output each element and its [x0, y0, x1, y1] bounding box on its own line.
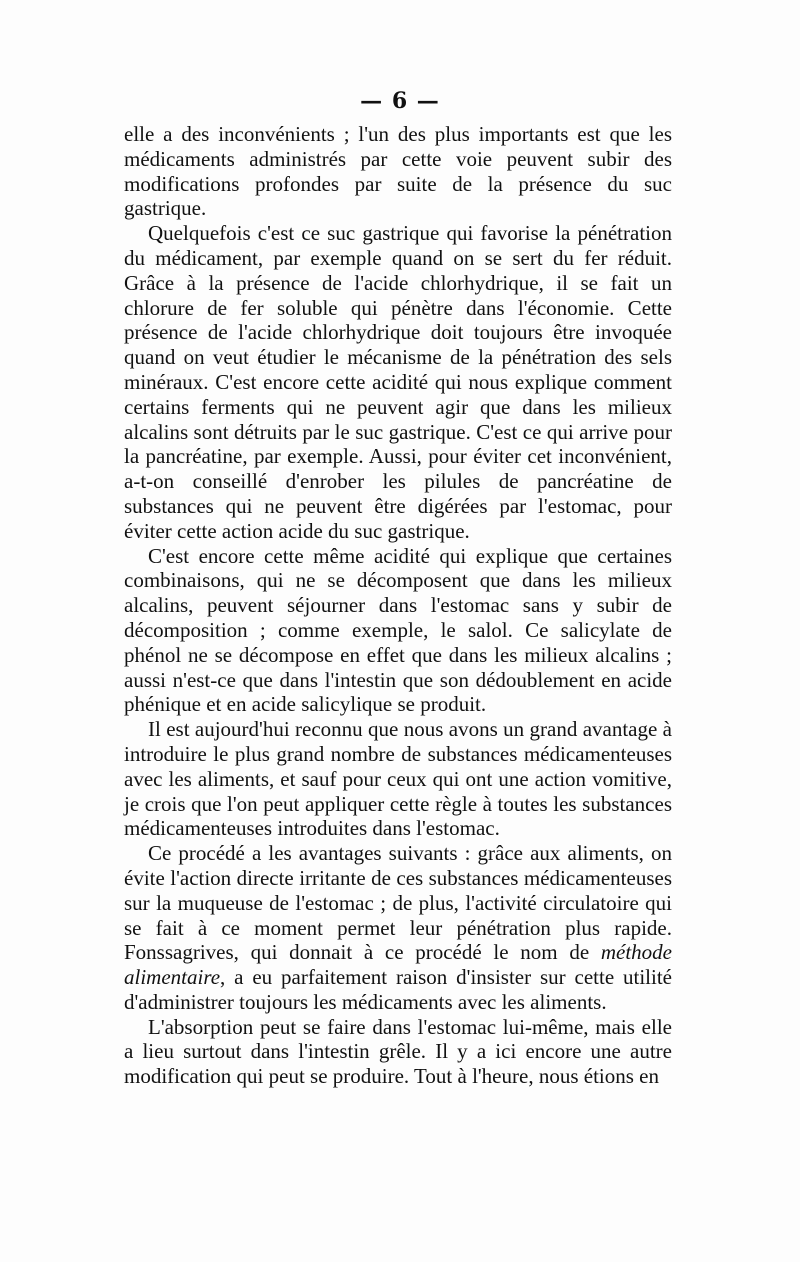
page-number: — 6 —: [360, 88, 440, 114]
body-text: [124, 122, 672, 1089]
paragraph-5-after: , a eu parfaitement raison d'insister sur cette utilité d'administrer toujours les médicaments avec les aliments.: [124, 965, 672, 1014]
paragraph-2: Quelquefois c'est ce suc gastrique qui favorise la pénétration du médicament, par exemple quand on se sert du fer réduit. Grâce à la présence de l'acide chlorhydrique, il se fait un chlorure de fer soluble qui pénètre dans l'économie. Cette présence de l'acide chlorhydrique doit toujours être invoquée quand on veut étudier le mécanisme de la pénétration des sels minéraux. C'est encore cette acidité qui nous explique comment certains ferments qui ne peuvent agir que dans les milieux alcalins sont détruits par le suc gastrique. C'est ce qui arrive pour la pancréatine, par exemple. Aussi, pour éviter cet inconvénient, a-t-on conseillé d'enrober les pilules de pancréatine de substances qui ne peuvent être digérées par l'estomac, pour éviter cette action acide du suc gastrique.: [124, 221, 672, 543]
paragraph-6: L'absorption peut se faire dans l'estomac lui-même, mais elle a lieu surtout dans l'intestin grêle. Il y a ici encore une autre modification qui peut se produire. Tout à l'heure, nous étions en: [124, 1014, 672, 1089]
paragraph-5-before: Ce procédé a les avantages suivants : grâce aux aliments, on évite l'action directe irritante de ces substances médicamenteuses sur la muqueuse de l'estomac ; de plus, l'activité circulatoire qui se fait à ce moment permet leur pénétration plus rapide. Fonssagrives, qui donnait à ce procédé le nom de: [124, 841, 672, 965]
method-term: méthode alimentaire: [124, 940, 672, 990]
paragraph-4: Il est aujourd'hui reconnu que nous avons un grand avantage à introduire le plus grand nombre de substances médicamenteuses avec les aliments, et sauf pour ceux qui ont une action vomitive, je crois que l'on peut appliquer cette règle à toutes les substances médicamenteuses introduites dans l'estomac.: [124, 717, 672, 841]
paragraph-1: elle a des inconvénients ; l'un des plus importants est que les médicaments administrés par cette voie peuvent subir des modifications profondes par suite de la présence du suc gastrique.: [124, 122, 672, 221]
paragraph-3: C'est encore cette même acidité qui explique que certaines combinaisons, qui ne se décomposent que dans les milieux alcalins, peuvent séjourner dans l'estomac sans y subir de décomposition ; comme exemple, le salol. Ce salicylate de phénol ne se décompose en effet que dans les milieux alcalins ; aussi n'est-ce que dans l'intestin que son dédoublement en acide phénique et en acide salicylique se produit.: [124, 543, 672, 717]
paragraph-5: [124, 841, 672, 1015]
